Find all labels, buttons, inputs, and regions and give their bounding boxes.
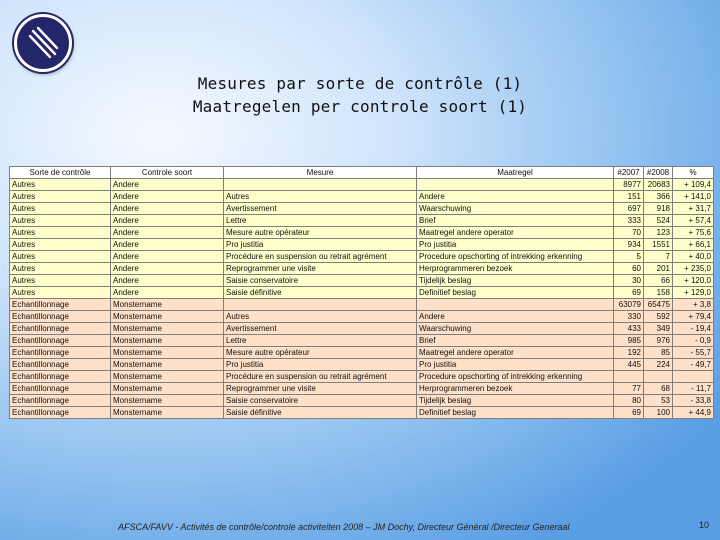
cell-percent: - 0,9	[673, 335, 714, 347]
cell-percent: - 33,8	[673, 395, 714, 407]
cell-soort: Andere	[111, 179, 224, 191]
cell-percent: + 109,4	[673, 179, 714, 191]
cell-sorte: Autres	[10, 203, 111, 215]
cell-2007: 330	[614, 311, 644, 323]
cell-maatregel: Tijdelijk beslag	[417, 275, 614, 287]
cell-soort: Monstername	[111, 299, 224, 311]
cell-mesure: Saisie définitive	[224, 287, 417, 299]
cell-percent: - 19,4	[673, 323, 714, 335]
table-row	[10, 227, 714, 239]
cell-percent: + 31,7	[673, 203, 714, 215]
table-row	[10, 191, 714, 203]
cell-maatregel: Andere	[417, 311, 614, 323]
cell-2007: 5	[614, 251, 644, 263]
cell-percent: + 57,4	[673, 215, 714, 227]
slide-title-fr: Mesures par sorte de contrôle (1)	[197, 74, 523, 93]
cell-2008: 68	[644, 383, 673, 395]
cell-2007: 69	[614, 287, 644, 299]
cell-soort: Andere	[111, 191, 224, 203]
table-body	[10, 179, 714, 419]
cell-2008: 224	[644, 359, 673, 371]
cell-mesure: Saisie conservatoire	[224, 275, 417, 287]
cell-maatregel: Andere	[417, 191, 614, 203]
cell-percent: - 55,7	[673, 347, 714, 359]
cell-percent: + 66,1	[673, 239, 714, 251]
header-mesure: Mesure	[224, 167, 417, 179]
cell-percent: + 44,9	[673, 407, 714, 419]
cell-soort: Andere	[111, 203, 224, 215]
cell-mesure: Mesure autre opérateur	[224, 227, 417, 239]
table-row	[10, 407, 714, 419]
cell-sorte: Echantillonnage	[10, 311, 111, 323]
cell-mesure: Mesure autre opérateur	[224, 347, 417, 359]
cell-maatregel: Herprogrammeren bezoek	[417, 383, 614, 395]
cell-2007: 77	[614, 383, 644, 395]
cell-maatregel: Maatregel andere operator	[417, 347, 614, 359]
cell-2007: 433	[614, 323, 644, 335]
cell-percent: + 75,6	[673, 227, 714, 239]
cell-sorte: Echantillonnage	[10, 383, 111, 395]
cell-sorte: Echantillonnage	[10, 395, 111, 407]
cell-mesure: Procédure en suspension ou retrait agrément	[224, 251, 417, 263]
cell-2007: 8977	[614, 179, 644, 191]
footer-text: AFSCA/FAVV - Activités de contrôle/controle activiteiten 2008 – JM Dochy, Directeur Général /Directeur Generaal	[118, 522, 570, 532]
cell-sorte: Echantillonnage	[10, 335, 111, 347]
cell-2008: 1551	[644, 239, 673, 251]
cell-percent: + 79,4	[673, 311, 714, 323]
table-row	[10, 263, 714, 275]
cell-maatregel: Waarschuwing	[417, 323, 614, 335]
cell-2007: 69	[614, 407, 644, 419]
cell-2008: 349	[644, 323, 673, 335]
cell-sorte: Echantillonnage	[10, 407, 111, 419]
cell-maatregel: Waarschuwing	[417, 203, 614, 215]
cell-percent	[673, 371, 714, 383]
cell-soort: Andere	[111, 239, 224, 251]
table-row	[10, 371, 714, 383]
table-row	[10, 395, 714, 407]
cell-percent: + 3,8	[673, 299, 714, 311]
cell-maatregel: Brief	[417, 215, 614, 227]
table-row	[10, 251, 714, 263]
cell-2007	[614, 371, 644, 383]
cell-2007: 333	[614, 215, 644, 227]
cell-2008: 976	[644, 335, 673, 347]
cell-2007: 60	[614, 263, 644, 275]
cell-sorte: Echantillonnage	[10, 371, 111, 383]
cell-2007: 63079	[614, 299, 644, 311]
cell-2008: 201	[644, 263, 673, 275]
cell-percent: + 129,0	[673, 287, 714, 299]
cell-2008: 366	[644, 191, 673, 203]
header-controle-soort: Controle soort	[111, 167, 224, 179]
cell-sorte: Echantillonnage	[10, 323, 111, 335]
cell-mesure: Reprogrammer une visite	[224, 263, 417, 275]
cell-2008: 592	[644, 311, 673, 323]
cell-soort: Monstername	[111, 395, 224, 407]
cell-soort: Andere	[111, 215, 224, 227]
cell-maatregel	[417, 299, 614, 311]
cell-2008: 158	[644, 287, 673, 299]
cell-maatregel: Procedure opschorting of intrekking erkenning	[417, 371, 614, 383]
cell-soort: Monstername	[111, 335, 224, 347]
cell-2007: 80	[614, 395, 644, 407]
table-row	[10, 287, 714, 299]
header-count-2008: #2008	[644, 167, 673, 179]
cell-2008: 123	[644, 227, 673, 239]
cell-2008: 53	[644, 395, 673, 407]
cell-maatregel: Procedure opschorting of intrekking erkenning	[417, 251, 614, 263]
cell-mesure: Saisie conservatoire	[224, 395, 417, 407]
cell-sorte: Echantillonnage	[10, 299, 111, 311]
cell-2008: 65475	[644, 299, 673, 311]
header-maatregel: Maatregel	[417, 167, 614, 179]
cell-soort: Monstername	[111, 347, 224, 359]
cell-percent: + 235,0	[673, 263, 714, 275]
table-row	[10, 299, 714, 311]
cell-maatregel: Definitief beslag	[417, 407, 614, 419]
cell-maatregel: Pro justitia	[417, 359, 614, 371]
table-header-row	[10, 167, 714, 179]
cell-2007: 151	[614, 191, 644, 203]
table-row	[10, 359, 714, 371]
table-row	[10, 215, 714, 227]
cell-2007: 445	[614, 359, 644, 371]
fork-knife-icon	[17, 17, 69, 69]
cell-sorte: Echantillonnage	[10, 359, 111, 371]
cell-2008: 100	[644, 407, 673, 419]
cell-percent: - 49,7	[673, 359, 714, 371]
measures-table-container	[9, 166, 713, 419]
table-row	[10, 323, 714, 335]
cell-2007: 985	[614, 335, 644, 347]
measures-table	[9, 166, 714, 419]
cell-2008: 7	[644, 251, 673, 263]
cell-soort: Andere	[111, 251, 224, 263]
cell-soort: Andere	[111, 287, 224, 299]
cell-mesure: Procédure en suspension ou retrait agrément	[224, 371, 417, 383]
cell-mesure: Pro justitia	[224, 239, 417, 251]
cell-2008: 524	[644, 215, 673, 227]
cell-sorte: Echantillonnage	[10, 347, 111, 359]
cell-sorte: Autres	[10, 191, 111, 203]
cell-2007: 192	[614, 347, 644, 359]
table-row	[10, 335, 714, 347]
afsca-logo	[14, 14, 72, 72]
cell-soort: Monstername	[111, 371, 224, 383]
cell-mesure	[224, 179, 417, 191]
cell-percent: + 40,0	[673, 251, 714, 263]
cell-maatregel: Definitief beslag	[417, 287, 614, 299]
cell-percent: + 120,0	[673, 275, 714, 287]
table-row	[10, 383, 714, 395]
cell-maatregel: Brief	[417, 335, 614, 347]
cell-2008: 918	[644, 203, 673, 215]
cell-2007: 934	[614, 239, 644, 251]
cell-soort: Andere	[111, 227, 224, 239]
cell-mesure: Reprogrammer une visite	[224, 383, 417, 395]
cell-mesure: Lettre	[224, 335, 417, 347]
cell-mesure: Autres	[224, 311, 417, 323]
cell-percent: + 141,0	[673, 191, 714, 203]
table-row	[10, 347, 714, 359]
table-row	[10, 203, 714, 215]
cell-maatregel: Herprogrammeren bezoek	[417, 263, 614, 275]
cell-sorte: Autres	[10, 287, 111, 299]
cell-2008: 66	[644, 275, 673, 287]
cell-mesure: Lettre	[224, 215, 417, 227]
header-count-2007: #2007	[614, 167, 644, 179]
cell-maatregel: Pro justitia	[417, 239, 614, 251]
cell-percent: - 11,7	[673, 383, 714, 395]
header-sorte-de-controle: Sorte de contrôle	[10, 167, 111, 179]
cell-sorte: Autres	[10, 239, 111, 251]
table-row	[10, 179, 714, 191]
cell-sorte: Autres	[10, 179, 111, 191]
cell-2007: 30	[614, 275, 644, 287]
cell-mesure: Avertissement	[224, 203, 417, 215]
table-row	[10, 275, 714, 287]
table-row	[10, 311, 714, 323]
cell-soort: Monstername	[111, 407, 224, 419]
slide-title-nl: Maatregelen per controle soort (1)	[192, 97, 528, 116]
cell-maatregel: Maatregel andere operator	[417, 227, 614, 239]
cell-soort: Monstername	[111, 359, 224, 371]
cell-sorte: Autres	[10, 227, 111, 239]
cell-mesure: Pro justitia	[224, 359, 417, 371]
cell-soort: Monstername	[111, 323, 224, 335]
cell-soort: Andere	[111, 275, 224, 287]
cell-sorte: Autres	[10, 215, 111, 227]
cell-sorte: Autres	[10, 251, 111, 263]
cell-mesure: Saisie définitive	[224, 407, 417, 419]
cell-2007: 697	[614, 203, 644, 215]
page-number: 10	[699, 520, 710, 530]
cell-soort: Monstername	[111, 383, 224, 395]
cell-2007: 70	[614, 227, 644, 239]
header-percent: %	[673, 167, 714, 179]
cell-maatregel: Tijdelijk beslag	[417, 395, 614, 407]
cell-mesure: Autres	[224, 191, 417, 203]
cell-mesure	[224, 299, 417, 311]
cell-maatregel	[417, 179, 614, 191]
cell-2008: 85	[644, 347, 673, 359]
cell-soort: Monstername	[111, 311, 224, 323]
cell-2008: 20683	[644, 179, 673, 191]
cell-mesure: Avertissement	[224, 323, 417, 335]
table-row	[10, 239, 714, 251]
cell-sorte: Autres	[10, 275, 111, 287]
cell-sorte: Autres	[10, 263, 111, 275]
cell-2008	[644, 371, 673, 383]
cell-soort: Andere	[111, 263, 224, 275]
